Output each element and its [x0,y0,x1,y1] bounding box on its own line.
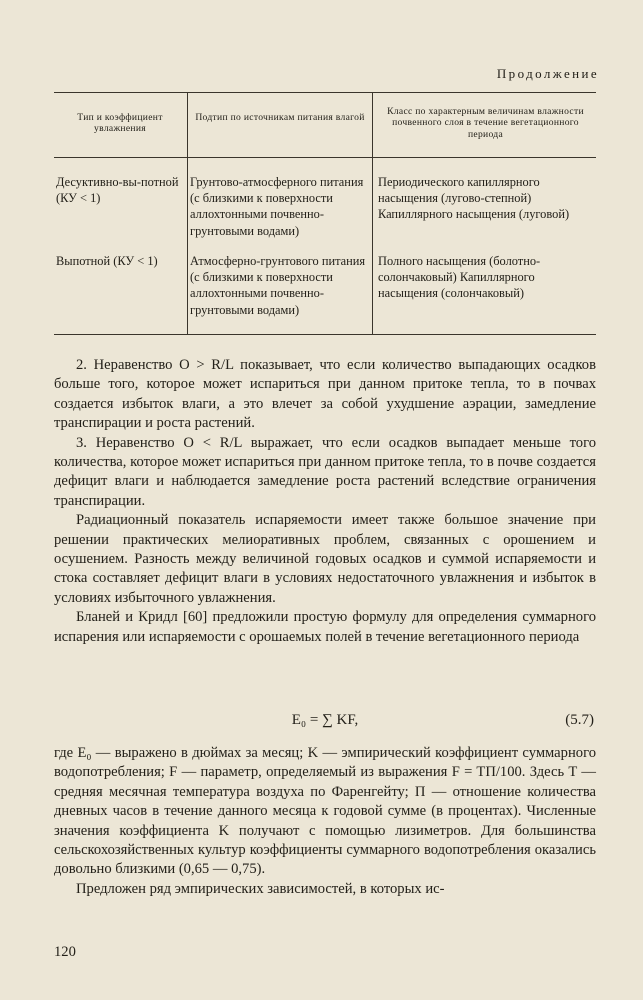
body-text-upper [54,356,596,647]
table-row-2-class: Полного насыщения (болотно-солончаковый) Капиллярного насыщения (солончаковый) [378,254,541,301]
formula: E₀ = ∑ KF, [291,712,359,728]
table-row-2-type: Выпотной (КУ < 1) [56,254,158,268]
body-text-lower [54,744,596,899]
table-row-1-type: Десуктивно-вы-потной (КУ < 1) [56,175,179,206]
table-column-divider-1 [187,92,188,334]
table-header-class: Класс по характерным величинам влажности почвенного слоя в течение вегетационного периода [387,106,584,140]
table-top-rule [54,92,596,93]
page-number: 120 [54,944,76,960]
paragraph-radiation-index: Радиационный показатель испаряемости имеет также большое значение при решении практических мелиоративных проблем, связанных с орошением и осушением. Разность между величиной годовых осадков и суммой испаряемости и стока составляет дефицит влаги в условиях недостаточного увлажнения и избыток в условиях избыточного увлажнения. [54,512,596,606]
table-column-divider-2 [372,92,373,334]
paragraph-empirical: Предложен ряд эмпирических зависимостей, в которых ис- [76,880,445,897]
table-header-type: Тип и коэффициент увлажнения [77,112,163,135]
equation-number: (5.7) [565,712,594,728]
table-header-rule [54,157,596,158]
continued-label: Продолжение [496,66,599,81]
paragraph-inequality-less: 3. Неравенство O < R/L выражает, что если осадков выпадает меньше того количества, которое может испариться при данном притоке тепла, то в почве создается дефицит влаги и наблюдается замедление роста растений вследствие ограничения транспирации. [54,434,596,509]
table-header-subtype: Подтип по источникам питания влагой [195,112,365,123]
paragraph-formula-explanation: где E₀ — выражено в дюймах за месяц; K — эмпирический коэффициент суммарного водопотребления; F — параметр, определяемый из выражения F = TП/100. Здесь T — средняя месячная температура воздуха по Фаренгейту; П — отношение количества дневных часов в течение данного месяца к годовой сумме (в процентах). Численные значения коэффициента K получают с помощью лизиметров. Для большинства сельскохозяйственных культур коэффициенты суммарного водопотребления оказались довольно близкими (0,65 — 0,75). [54,745,596,878]
paragraph-blaney-criddle: Бланей и Кридл [60] предложили простую формулу для определения суммарного испарения или испаряемости с орошаемых полей в течение вегетационного периода [54,609,596,645]
table-row-2-subtype: Атмосферно-грунтового питания (с близкими к поверхности аллохтонными почвенно-грунтовыми водами) [190,254,366,317]
table-row-1-subtype: Грунтово-атмосферного питания (с близкими к поверхности аллохтонными почвенно-грунтовыми водами) [190,175,364,238]
table-row-1-class: Периодического капиллярного насыщения (лугово-степной) Капиллярного насыщения (луговой) [378,175,570,222]
paragraph-inequality-greater: 2. Неравенство O > R/L показывает, что если количество выпадающих осадков больше того, которое может испариться при данном притоке тепла, то в почвах создается избыток влаги, а это влечет за собой ухудшение аэрации, замедление транспирации и роста растений. [54,357,596,432]
formula-line [54,712,596,734]
table-bottom-rule [54,334,596,335]
